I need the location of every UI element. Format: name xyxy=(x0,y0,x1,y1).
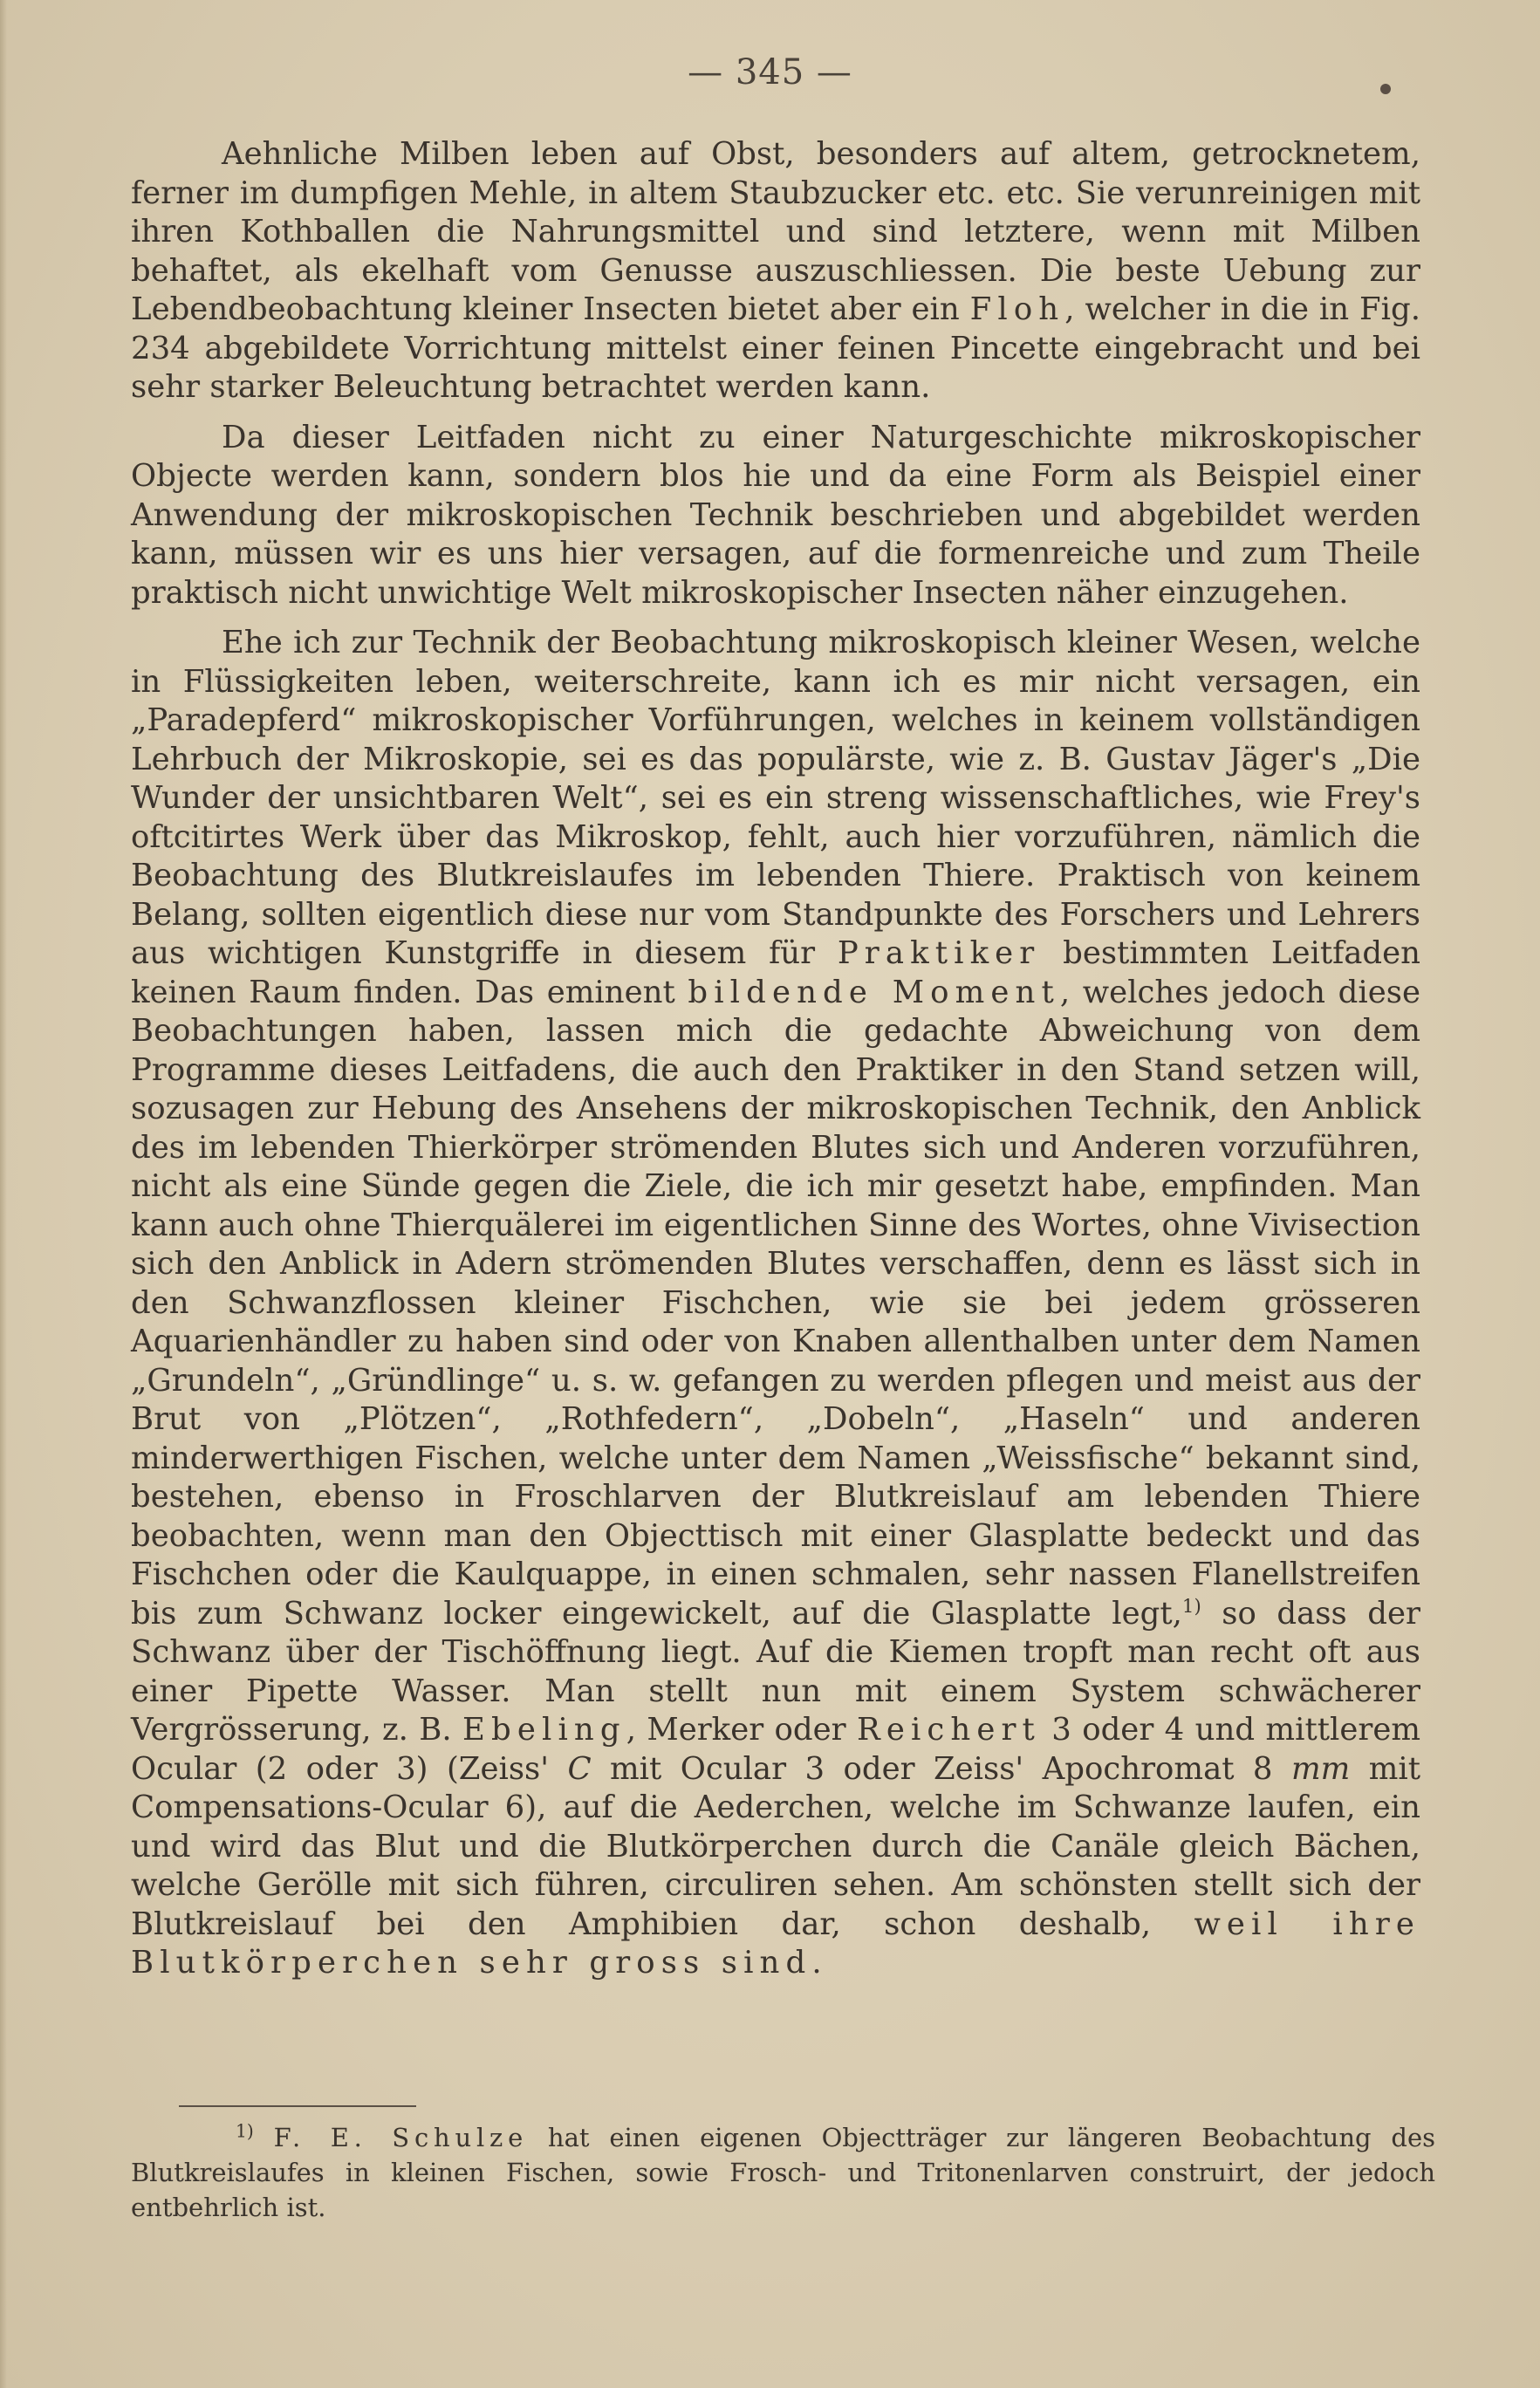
paragraph-text: , welches jedoch diese Beobachtungen haben, lassen mich die gedachte Abweichung von dem Programme dieses Leitfadens, die auch den Praktiker in den Stand setzen will, sozusagen zur Hebung des Ansehens der mikroskopischen Technik, den Anblick des im lebenden Thierkörper strömenden Blutes sich und Anderen vorzuführen, nicht als eine Sünde gegen die Ziele, die ich mir gesetzt habe, empfinden. Man kann auch ohne Thierquälerei im eigentlichen Sinne des Wortes, ohne Vivisection sich den Anblick in Adern strömenden Blutes verschaffen, denn es lässt sich in den Schwanzflossen kleiner Fischchen, wie sie bei jedem grösseren Aquarienhändler zu haben sind oder von Knaben allenthalben unter dem Namen „Grundeln“, „Gründlinge“ u. s. w. gefangen zu werden pflegen und meist aus der Brut von „Plötzen“, „Rothfedern“, „Dobeln“, „Haseln“ und anderen minderwerthigen Fischen, welche unter dem Namen „Weissfische“ bekannt sind, bestehen, ebenso in Froschlarven der Blutkreislauf am lebenden Thiere beobachten, wenn man den Objecttisch mit einer Glasplatte bedeckt und das Fischchen oder die Kaulquappe, in einen schmalen, sehr nassen Flanellstreifen bis zum Schwanz locker eingewickelt, auf die Glasplatte legt, xyxy=(131,974,1420,1632)
paragraph-text: 3 oder 4 und mittlerem Ocular (2 oder 3) (Zeiss' xyxy=(131,1712,1420,1787)
page-edge-shadow xyxy=(0,0,7,2388)
paragraph-text: so dass der Schwanz über der Tischöffnung liegt. Auf die Kiemen tropft man recht oft aus einer Pipette Wasser. Man stellt nun mit einem System schwächerer Vergrösserung, z. B. xyxy=(131,1595,1420,1748)
emphasis-blutkoerperchen: weil ihre Blutkörperchen sehr gross sind xyxy=(131,1906,1421,1981)
paragraph-text: mit Compensations-Ocular 6), auf die Aederchen, welche im Schwanze laufen, ein und wird das Blut und die Blutkörperchen durch die Canäle gleich Bächen, welche Gerölle mit sich führen, circuliren sehen. Am schönsten stellt sich der Blutkreislauf bei den Amphibien dar, schon deshalb, xyxy=(131,1750,1420,1942)
paragraph-text: . xyxy=(811,1945,822,1981)
paragraph-text: mit Ocular 3 oder Zeiss' Apochromat 8 xyxy=(591,1750,1291,1787)
paragraph-text: , welcher in die in Fig. 234 abgebildete Vorrichtung mittelst einer feinen Pincette eingebracht und bei sehr starker Beleuchtung betrachtet werden kann. xyxy=(131,291,1420,405)
emphasis-praktiker: Praktiker xyxy=(837,935,1041,971)
emphasis-floh: Floh xyxy=(969,291,1065,327)
footnote-text: hat einen eigenen Objectträger zur längeren Beobachtung des Blutkreislaufes in kleinen Fischen, sowie Frosch- und Tritonenlarven construirt, der jedoch entbehrlich ist. xyxy=(131,2123,1435,2222)
footnote-marker: 1) xyxy=(236,2120,254,2142)
paragraph-leitfaden xyxy=(131,419,1420,613)
footnote-reference: 1) xyxy=(1181,1595,1201,1618)
paragraph-text: Da dieser Leitfaden nicht zu einer Naturgeschichte mikroskopischer Objecte werden kann, sondern blos hie und da eine Form als Beispiel einer Anwendung der mikroskopischen Technik beschrieben und abgebildet werden kann, müssen wir es uns hier versagen, auf die formenreiche und zum Theile praktisch nicht unwichtige Welt mikroskopischer Insecten näher einzugehen. xyxy=(131,419,1420,611)
footnote xyxy=(131,2120,1435,2225)
italic-c: C xyxy=(567,1750,592,1787)
paragraph-text: Ehe ich zur Technik der Beobachtung mikroskopisch kleiner Wesen, welche in Flüssigkeiten leben, weiterschreite, kann ich es mir nicht versagen, ein „Paradepferd“ mikroskopischer Vorführungen, welches in keinem vollständigen Lehrbuch der Mikroskopie, sei es das populärste, wie z. B. Gustav Jäger's „Die Wunder der unsichtbaren Welt“, sei es ein streng wissenschaftliches, wie Frey's oftcitirtes Werk über das Mikroskop, fehlt, auch hier vorzuführen, nämlich die Beobachtung des Blutkreislaufes im lebenden Thiere. Praktisch von keinem Belang, sollten eigentlich diese nur vom Standpunkte des Forschers und Lehrers aus wichtigen Kunstgriffe in diesem für xyxy=(131,625,1420,971)
paragraph-blutkreislauf xyxy=(131,624,1420,1983)
paragraph-text: bestimmten Leitfaden keinen Raum finden. Das eminent xyxy=(131,935,1420,1010)
emphasis-ebeling: Ebeling xyxy=(462,1712,626,1748)
paragraph-text: Aehnliche Milben leben auf Obst, besonders auf altem, getrocknetem, ferner im dumpfigen Mehle, in altem Staubzucker etc. etc. Sie verunreinigen mit ihren Kothballen die Nahrungsmittel und sind letztere, wenn mit Milben behaftet, als ekelhaft vom Genusse auszuschliessen. Die beste Uebung zur Lebendbeobachtung kleiner Insecten bietet aber ein xyxy=(131,136,1420,327)
emphasis-bildende-moment: bildende Moment xyxy=(688,974,1060,1010)
ink-spot xyxy=(1380,84,1391,94)
italic-mm: mm xyxy=(1290,1750,1351,1787)
paragraph-text: , Merker oder xyxy=(626,1712,857,1748)
body-text xyxy=(131,135,1420,1995)
emphasis-reichert: Reichert xyxy=(857,1712,1041,1748)
paragraph-milben xyxy=(131,135,1420,407)
footnote-separator xyxy=(179,2105,416,2107)
footnote-author: F. E. Schulze xyxy=(273,2123,529,2152)
page-number: — 345 — xyxy=(688,52,852,92)
